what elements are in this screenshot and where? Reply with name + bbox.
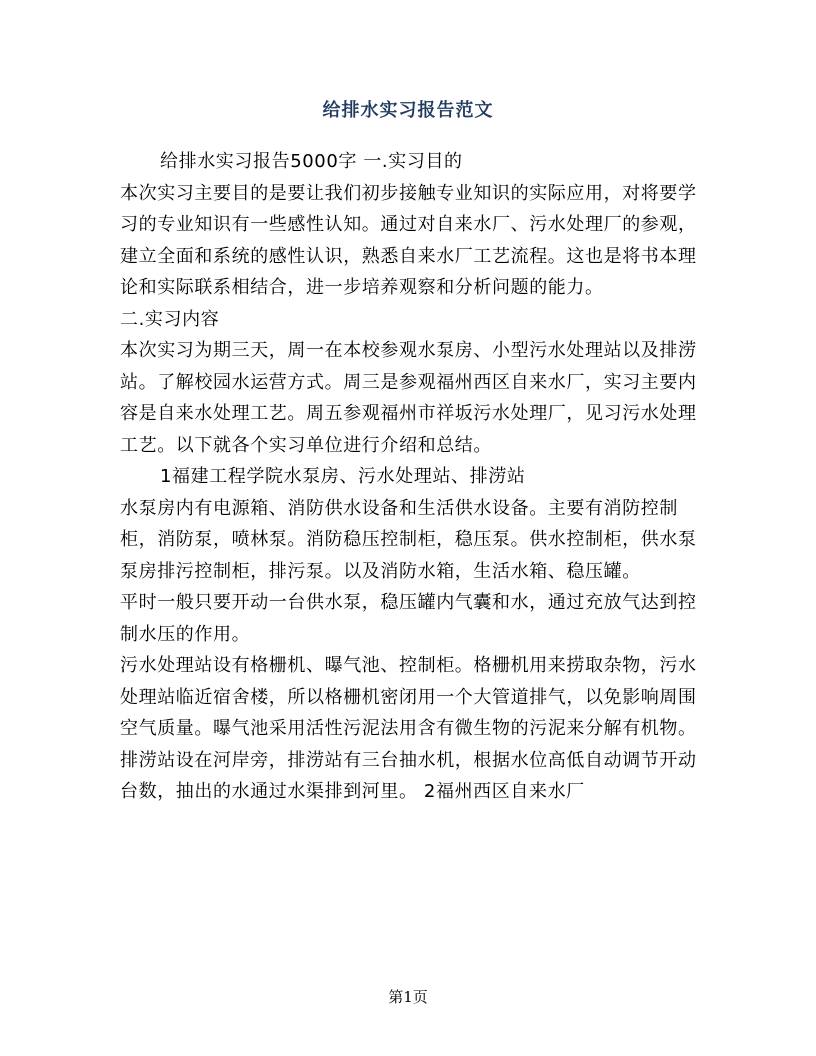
page-number: 第1页 — [388, 988, 428, 1006]
drainage-station-paragraph: 排涝站设在河岸旁，排涝站有三台抽水机，根据水位高低自动调节开动台数，抽出的水通过水渠排到河里。 2福州西区自来水厂 — [120, 749, 697, 802]
content-heading: 二.实习内容 — [120, 308, 220, 330]
intro-heading-paragraph: 给排水实习报告5000字 一.实习目的 — [160, 151, 463, 172]
document-title: 给排水实习报告范文 — [322, 100, 494, 121]
sewage-station-paragraph: 污水处理站设有格栅机、曝气池、控制柜。格栅机用来捞取杂物，污水处理站临近宿舍楼，所以格栅机密闭用一个大管道排气，以免影响周围空气质量。曝气池采用活性污泥法用含有微生物的污泥来分解有机物。 — [120, 655, 697, 739]
purpose-paragraph: 本次实习主要目的是要让我们初步接触专业知识的实际应用，对将要学习的专业知识有一些感性认知。通过对自来水厂、污水处理厂的参观，建立全面和系统的感性认识，熟悉自来水厂工艺流程。这也是将书本理论和实际联系相结合，进一步培养观察和分析问题的能力。 — [120, 182, 697, 298]
pump-room-paragraph: 水泵房内有电源箱、消防供水设备和生活供水设备。主要有消防控制柜，消防泵，喷林泵。消防稳压控制柜，稳压泵。供水控制柜，供水泵泵房排污控制柜，排污泵。以及消防水箱，生活水箱、稳压罐。 — [120, 497, 697, 582]
section-heading-pump-room: 1福建工程学院水泵房、污水处理站、排涝站 — [160, 466, 526, 487]
pump-operation-paragraph: 平时一般只要开动一台供水泵，稳压罐内气囊和水，通过充放气达到控制水压的作用。 — [120, 592, 697, 645]
document-body — [120, 146, 700, 808]
content-paragraph: 本次实习为期三天，周一在本校参观水泵房、小型污水处理站以及排涝站。了解校园水运营方式。周三是参观福州西区自来水厂，实习主要内容是自来水处理工艺。周五参观福州市祥坂污水处理厂，见习污水处理工艺。以下就各个实习单位进行介绍和总结。 — [120, 340, 697, 456]
